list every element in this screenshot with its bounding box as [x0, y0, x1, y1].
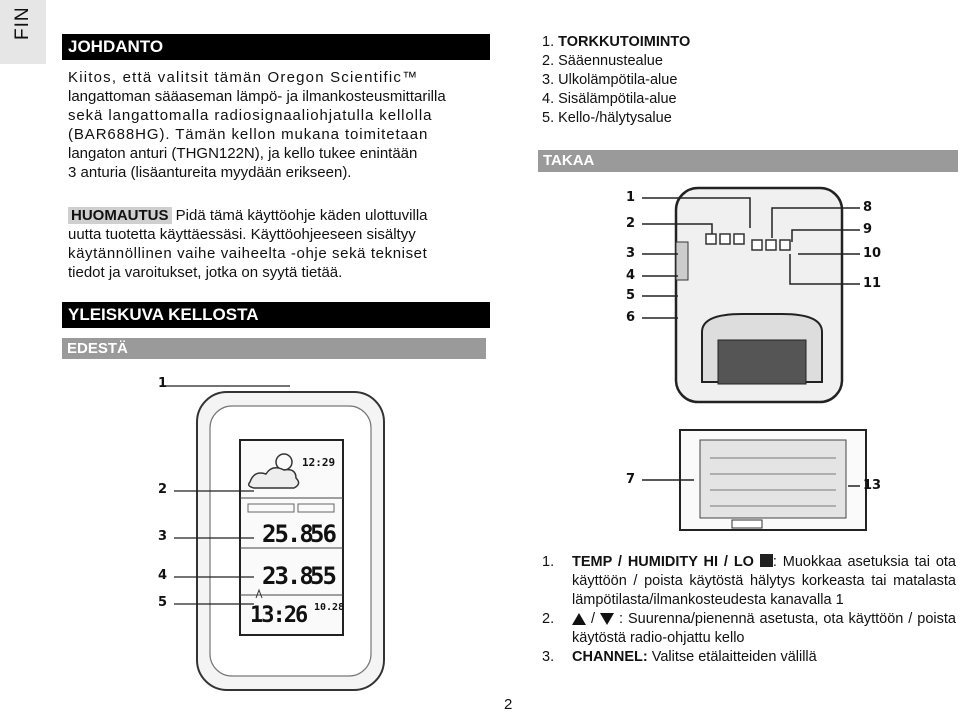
intro-paragraph	[68, 68, 480, 182]
display-outdoor-humidity: 56	[310, 520, 335, 548]
display-small-time: 12:29	[302, 456, 336, 469]
note-line: Pidä tämä käyttöohje käden ulottuvilla	[175, 207, 428, 224]
display-indoor-humidity: 55	[310, 562, 335, 590]
list-item: 2. Sääennustealue	[542, 53, 663, 69]
page-number: 2	[504, 696, 513, 713]
list-item: 3. CHANNEL: Valitse etälaitteiden välillä	[542, 649, 817, 665]
back-callout: 13	[863, 478, 882, 493]
list-item: 4. Sisälämpötila-alue	[542, 91, 677, 107]
button-description: : Suurenna/pienennä asetusta, ota käyttöön / poista käytöstä radio-ohjattu kello	[572, 611, 956, 646]
front-section-label: EDESTÄ	[62, 338, 486, 359]
button-description: : Muokkaa asetuksia tai ota käyttöön / poista käytöstä hälytys korkeasta tai matalasta lämpötilasta/ilmankosteudesta kanavalla 1	[572, 554, 956, 608]
button-name: CHANNEL:	[572, 649, 648, 665]
list-item: 1. TEMP / HUMIDITY HI / LO : Muokkaa asetuksia tai ota käyttöön / poista käytöstä hälytys korkeasta tai matalasta lämpötilasta/ilmankosteudesta kanavalla 1	[542, 554, 956, 608]
language-tab	[0, 0, 46, 64]
intro-line: sekä langattomalla radiosignaaliohjatulla kellolla	[68, 107, 433, 124]
back-button-list	[542, 553, 956, 667]
back-callout: 8	[863, 200, 873, 215]
back-section-label: TAKAA	[538, 150, 958, 172]
intro-line: Kiitos, että valitsit tämän Oregon Scientific™	[68, 69, 419, 86]
back-callout: 10	[863, 246, 882, 261]
intro-heading: JOHDANTO	[62, 34, 490, 60]
button-name: TEMP / HUMIDITY HI / LO	[572, 554, 754, 570]
back-callout: 5	[626, 288, 636, 303]
back-callout: 7	[626, 472, 636, 487]
display-clock: 13:26	[250, 603, 307, 628]
front-callout: 5	[158, 595, 168, 610]
back-callout: 11	[863, 276, 882, 291]
language-tab-label: FIN	[12, 6, 33, 40]
back-device-overlay	[620, 184, 890, 536]
front-callout: 1	[158, 376, 168, 391]
front-callout: 3	[158, 529, 168, 544]
down-arrow-icon	[600, 613, 614, 625]
list-item: 2. / : Suurenna/pienennä asetusta, ota käyttöön / poista käytöstä radio-ohjattu kello	[542, 611, 956, 646]
up-arrow-icon	[572, 613, 586, 625]
list-item: 1. TORKKUTOIMINTO	[542, 34, 691, 50]
front-callout: 4	[158, 568, 168, 583]
note-line: käytännöllinen vaihe vaiheelta -ohje sekä tekniset	[68, 245, 428, 262]
overview-heading: YLEISKUVA KELLOSTA	[62, 302, 490, 328]
note-line: uutta tuotetta käyttäessäsi. Käyttöohjeeseen sisältyy	[68, 226, 416, 243]
bell-icon	[760, 554, 773, 567]
list-item: 3. Ulkolämpötila-alue	[542, 72, 678, 88]
button-description: Valitse etälaitteiden välillä	[647, 649, 817, 665]
back-callout: 6	[626, 310, 636, 325]
back-callout: 1	[626, 190, 636, 205]
separator: /	[590, 611, 596, 627]
note-line: tiedot ja varoitukset, jotka on syytä tietää.	[68, 264, 343, 281]
front-callout: 2	[158, 482, 168, 497]
display-date: 10.28	[314, 602, 345, 613]
intro-line: langattoman sääaseman lämpö- ja ilmankosteusmittarilla	[68, 88, 446, 105]
display-outdoor-temp: 25.8	[262, 520, 312, 548]
note-tag: HUOMAUTUS	[68, 207, 172, 224]
intro-line: langaton anturi (THGN122N), ja kello tukee enintään	[68, 145, 418, 162]
display-indoor-temp: 23.8	[262, 562, 312, 590]
back-callout: 4	[626, 268, 636, 283]
back-callout: 9	[863, 222, 873, 237]
front-feature-list	[542, 33, 942, 128]
note-block	[68, 206, 480, 282]
back-callout: 2	[626, 216, 636, 231]
list-item: 5. Kello-/hälytysalue	[542, 110, 672, 126]
back-callout: 3	[626, 246, 636, 261]
intro-line: (BAR688HG). Tämän kellon mukana toimitetaan	[68, 126, 429, 143]
intro-line: 3 anturia (lisäantureita myydään erikseen).	[68, 164, 352, 181]
front-device-overlay	[150, 370, 400, 696]
